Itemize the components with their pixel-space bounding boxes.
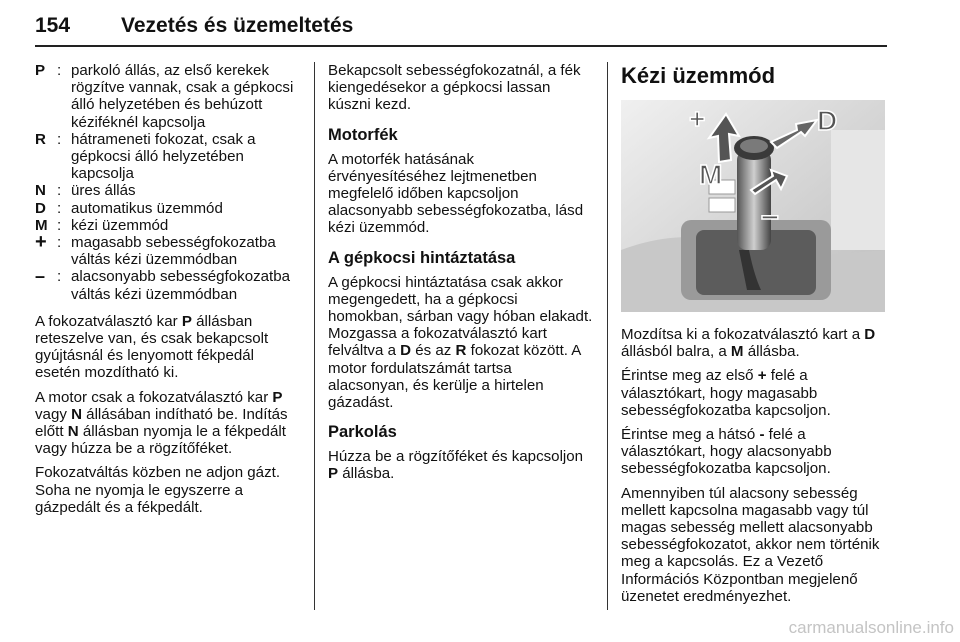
- heading-motorfek: Motorfék: [328, 125, 398, 144]
- column-divider: [607, 62, 608, 610]
- m-label: M: [699, 159, 723, 190]
- definition-r: R : hátrameneti fokozat, csak a gépkocsi álló helyzetében kapcsolja: [35, 131, 303, 183]
- definition-minus: – : alacsonyabb sebességfokozatba váltás kézi üzemmódban: [35, 268, 303, 302]
- minus-label: –: [761, 197, 779, 233]
- paragraph-parking: Húzza be a rögzítőféket és kapcsoljon P állásba.: [328, 448, 584, 483]
- definition-plus: + : magasabb sebességfokozatba váltás kézi üzemmódban: [35, 234, 303, 268]
- paragraph-downshift: Érintse meg a hátsó - felé a választókart, hogy alacsonyabb sebességfokozatba kapcsoljon.: [621, 426, 832, 478]
- definition-p: P : parkoló állás, az első kerekek rögzítve vannak, csak a gépkocsi álló helyzetében és behúzott kéziféknél kapcsolja: [35, 62, 303, 131]
- column-2: [328, 62, 596, 490]
- definition-text: üres állás: [71, 182, 136, 200]
- paragraph-lever-locked: A fokozatválasztó kar P állásban reteszelve van, és csak bekapcsolt gyújtásnál és lenyomott fékpedál esetén mozdítható ki.: [35, 312, 269, 382]
- gear-selector-illustration: [621, 100, 885, 312]
- definition-key: M: [35, 216, 48, 234]
- definition-text: alacsonyabb sebességfokozatba váltás kézi üzemmódban: [71, 268, 291, 303]
- paragraph-rocking: A gépkocsi hintáztatása csak akkor megengedett, ha a gépkocsi homokban, sárban vagy hóban elakadt. Mozgassa a fokozatválasztó kart felváltva a D és az R fokozat között. A motor fordulatszámát tartsa alacsonyan, és kerülje a hirtelen gázadást.: [328, 273, 593, 412]
- plus-label: +: [689, 103, 706, 134]
- paragraph-move-lever: Mozdítsa ki a fokozatválasztó kart a D állásból balra, a M állásba.: [621, 326, 876, 361]
- header-rule: [35, 45, 887, 47]
- heading-rocking: A gépkocsi hintáztatása: [328, 248, 516, 267]
- minus-icon: –: [35, 266, 46, 287]
- paragraph-upshift: Érintse meg az első + felé a választókart, hogy magasabb sebességfokozatba kapcsoljon.: [621, 367, 831, 419]
- definition-text: kézi üzemmód: [71, 216, 169, 234]
- paragraph-shift-limit: Amennyiben túl alacsony sebesség mellett kapcsolna magasabb vagy túl magas sebesség mellett alacsonyabb sebességfokozatot, akkor nem történik meg a kapcsolás. Ez a Vezető Információs Központban megjelenő üzenetet eredményezhet.: [621, 484, 880, 605]
- watermark: carmanualsonline.info: [788, 618, 954, 637]
- paragraph-engine-start: A motor csak a fokozatválasztó kar P vagy N állásában indítható be. Indítás előtt N állásban nyomja le a fékpedált vagy húzza be a rögzítőféket.: [35, 388, 288, 458]
- page-header: [35, 6, 887, 46]
- definition-text: hátrameneti fokozat, csak a gépkocsi álló helyzetében kapcsolja: [71, 130, 256, 183]
- d-label: D: [817, 105, 838, 136]
- definition-key: P: [35, 62, 46, 79]
- definition-text: magasabb sebességfokozatba váltás kézi üzemmódban: [71, 234, 276, 269]
- definition-n: N : üres állás: [35, 182, 303, 199]
- gear-definitions: [35, 62, 303, 303]
- column-divider: [314, 62, 315, 610]
- paragraph-no-throttle: Fokozatváltás közben ne adjon gázt. Soha ne nyomja le egyszerre a gázpedált és a fékpedált.: [35, 464, 281, 516]
- definition-m: M : kézi üzemmód: [35, 217, 303, 234]
- paragraph-creep: Bekapcsolt sebességfokozatnál, a fék kiengedésekor a gépkocsi lassan kúszni kezd.: [328, 62, 581, 114]
- definition-key: R: [35, 130, 46, 148]
- definition-text: automatikus üzemmód: [71, 199, 223, 217]
- column-3: [621, 62, 889, 612]
- definition-key: N: [35, 182, 46, 200]
- section-title-manual-mode: Kézi üzemmód: [621, 63, 776, 88]
- page-number: 154: [35, 14, 71, 37]
- column-1: [35, 62, 303, 523]
- definition-key: D: [35, 199, 46, 217]
- heading-parking: Parkolás: [328, 423, 397, 442]
- page-title: Vezetés és üzemeltetés: [121, 14, 354, 37]
- gear-lever-graphic: [621, 100, 885, 312]
- definition-text: parkoló állás, az első kerekek rögzítve vannak, csak a gépkocsi álló helyzetében és behúzott kéziféknél kapcsolja: [71, 62, 294, 131]
- plus-icon: +: [35, 231, 47, 254]
- definition-d: D : automatikus üzemmód: [35, 200, 303, 217]
- paragraph-motorfek: A motorfék hatásának érvényesítéséhez lejtmenetben megfelelő időben kapcsoljon alacsonyabb sebességfokozatba, lásd kézi üzemmód.: [328, 150, 584, 237]
